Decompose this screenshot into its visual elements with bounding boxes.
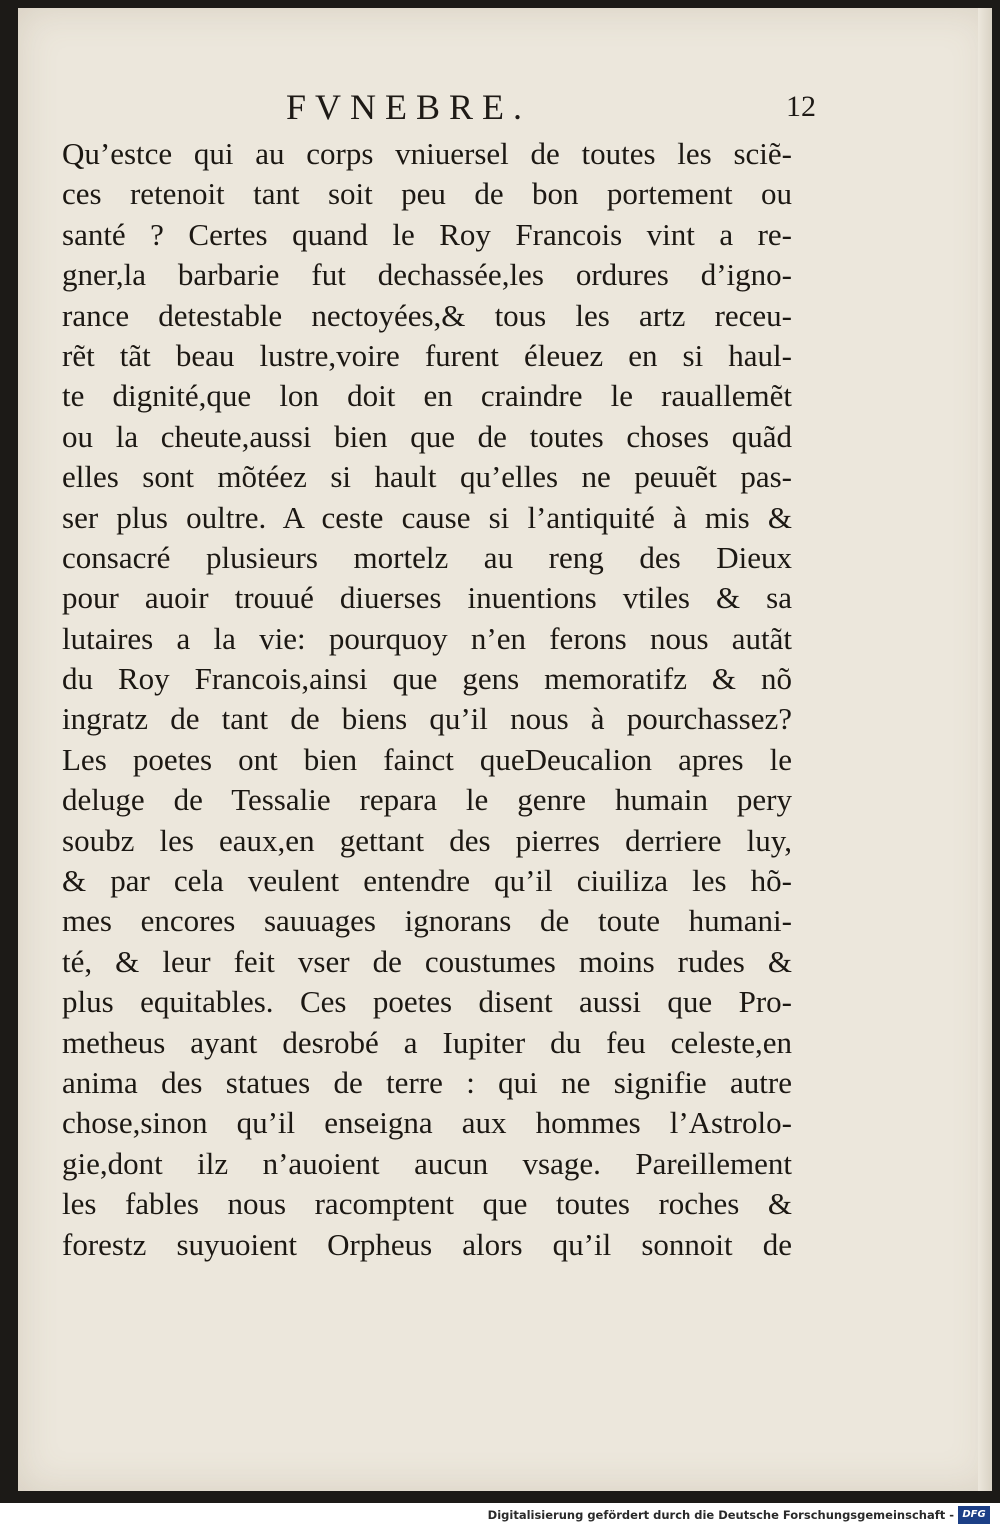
text-line: ces retenoit tant soit peu de bon portement ou [62,176,792,212]
text-line: lutaires a la vie: pourquoy n’en ferons nous autãt [62,620,792,656]
running-title: FVNEBRE. [286,87,532,127]
folio-number: 12 [786,90,816,123]
text-line: rẽt tãt beau lustre,voire furent éleuez en si haul- [62,337,792,373]
text-line: anima des statues de terre : qui ne signifie autre [62,1064,792,1100]
text-line: forestz suyuoient Orpheus alors qu’il sonnoit de [62,1226,792,1262]
text-line: gie,dont ilz n’auoient aucun vsage. Pareillement [62,1145,792,1181]
text-line: te dignité,que lon doit en craindre le rauallemẽt [62,378,792,414]
book-page [18,8,992,1491]
text-line: pour auoir trouué diuerses inuentions vtiles & sa [62,580,792,616]
dfg-logo-icon: DFG [958,1506,990,1524]
text-line: les fables nous racomptent que toutes roches & [62,1186,792,1222]
funding-credit: Digitalisierung gefördert durch die Deutsche Forschungsgemeinschaft - [487,1508,954,1522]
text-line: ingratz de tant de biens qu’il nous à pourchassez? [62,701,792,737]
page-header [18,86,992,130]
text-line: metheus ayant desrobé a Iupiter du feu celeste,en [62,1024,792,1060]
text-line: té, & leur feit vser de coustumes moins rudes & [62,943,792,979]
text-line: soubz les eaux,en gettant des pierres derriere luy, [62,822,792,858]
text-line: consacré plusieurs mortelz au reng des Dieux [62,539,792,575]
text-line: plus equitables. Ces poetes disent aussi que Pro- [62,984,792,1020]
text-line: Qu’estce qui au corps vniuersel de toutes les sciẽ- [62,136,792,171]
footer-bar [0,1503,1000,1528]
body-text [62,134,792,1265]
text-line: Les poetes ont bien fainct queDeucalion apres le [62,741,792,777]
text-line: du Roy Francois,ainsi que gens memoratifz & nõ [62,661,792,697]
text-line: santé ? Certes quand le Roy Francois vint a re- [62,216,792,252]
text-line: ou la cheute,aussi bien que de toutes choses quãd [62,418,792,454]
text-line: deluge de Tessalie repara le genre humain pery [62,782,792,818]
text-line: chose,sinon qu’il enseigna aux hommes l’Astrolo- [62,1105,792,1141]
page-edge [978,8,992,1491]
text-line: mes encores sauuages ignorans de toute humani- [62,903,792,939]
text-line: rance detestable nectoyées,& tous les artz receu- [62,297,792,333]
text-line: ser plus oultre. A ceste cause si l’antiquité à mis & [62,499,792,535]
text-line: gner,la barbarie fut dechassée,les ordures d’igno- [62,257,792,293]
text-line: & par cela veulent entendre qu’il ciuiliza les hõ- [62,863,792,899]
text-line: elles sont mõtéez si hault qu’elles ne peuuẽt pas- [62,459,792,495]
